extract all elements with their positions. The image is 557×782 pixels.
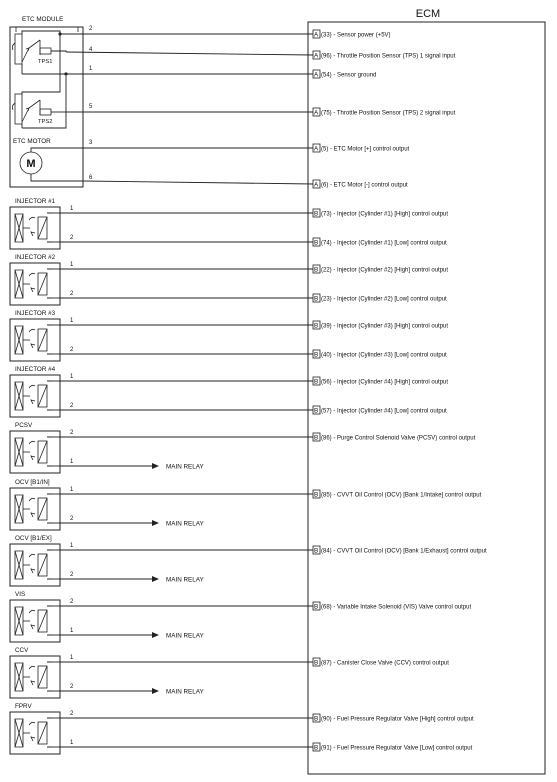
solenoid-valve-icon — [15, 719, 47, 747]
ecm-signal-row — [47, 318, 448, 330]
ecm-signal-row — [47, 599, 472, 611]
component-label: PCSV — [15, 422, 33, 429]
pin-number: 2 — [70, 291, 74, 297]
connector-letter: A — [314, 145, 319, 153]
ecm-pin-label: (6) - ETC Motor [-] control output — [321, 182, 408, 189]
component-label: FPRV — [15, 703, 32, 710]
pin-number: 1 — [70, 206, 74, 212]
solenoid-component — [10, 535, 487, 586]
solenoid-valve-icon — [15, 495, 47, 523]
ecm-pin-label: (73) - Injector (Cylinder #1) [High] control output — [321, 211, 449, 218]
pin-number: 2 — [70, 347, 74, 353]
relay-row — [47, 459, 204, 471]
ecm-pin-label: (74) - Injector (Cylinder #1) [Low] control output — [321, 240, 447, 247]
ecm-pin-label: (68) - Variable Intake Solenoid (VIS) Valve control output — [321, 604, 472, 611]
etc-signal-row — [66, 104, 456, 117]
arrow-icon — [152, 463, 159, 469]
ecm-signal-row — [47, 206, 448, 218]
connector-letter: B — [314, 351, 319, 359]
ecm-signal-row — [47, 374, 448, 386]
connector-letter: B — [314, 322, 319, 330]
etc-signal-row — [66, 66, 376, 79]
ecm-pin-label: (57) - Injector (Cylinder #4) [Low] control output — [321, 408, 447, 415]
solenoid-component — [10, 703, 474, 754]
ecm-signal-row — [47, 655, 449, 667]
solenoid-valve-icon — [15, 270, 47, 298]
pin-number: 2 — [70, 684, 74, 690]
solenoid-valve-icon — [15, 326, 47, 354]
tps2-label: TPS2 — [38, 119, 53, 125]
component-label: OCV [B1/IN] — [15, 479, 50, 486]
connector-letter: A — [314, 52, 319, 60]
etc-signal-row — [83, 140, 410, 153]
solenoid-valve-icon — [15, 438, 47, 466]
pin-number: 2 — [70, 711, 74, 717]
relay-row — [47, 684, 204, 696]
solenoid-component — [10, 479, 482, 530]
pin-number: 1 — [70, 374, 74, 380]
solenoid-component — [10, 254, 448, 305]
pin-number: 1 — [70, 459, 74, 465]
pin-number: 2 — [70, 516, 74, 522]
etc-module-title: ETC MODULE — [22, 16, 64, 23]
ecm-pin-label: (39) - Injector (Cylinder #3) [High] control output — [321, 323, 449, 330]
etc-motor-symbol: M — [26, 158, 36, 170]
relay-row — [47, 572, 204, 584]
pin-number: 1 — [70, 628, 74, 634]
ecm-pin-label: (5) - ETC Motor [+] control output — [321, 146, 410, 153]
connector-letter: A — [314, 181, 319, 189]
relay-row — [47, 516, 204, 528]
component-label: INJECTOR #2 — [15, 254, 56, 261]
connector-letter: B — [314, 210, 319, 218]
ecm-pin-label: (40) - Injector (Cylinder #3) [Low] control output — [321, 352, 447, 359]
arrow-icon — [152, 576, 159, 582]
ecm-signal-row — [47, 235, 447, 247]
relay-label: MAIN RELAY — [166, 520, 204, 528]
solenoid-component — [10, 591, 472, 642]
ecm-pin-label: (85) - CVVT Oil Control (OCV) [Bank 1/Intake] control output — [321, 492, 482, 499]
component-label: INJECTOR #4 — [15, 366, 56, 373]
connector-letter: B — [314, 378, 319, 386]
etc-module — [10, 16, 83, 187]
connector-letter: B — [314, 491, 319, 499]
ecm-pin-label: (75) - Throttle Position Sensor (TPS) 2 signal input — [321, 110, 456, 117]
etc-signal-row — [66, 47, 456, 60]
solenoid-component — [10, 366, 448, 417]
ecm-signal-row — [47, 291, 447, 303]
connector-letter: B — [314, 266, 319, 274]
arrow-icon — [152, 520, 159, 526]
pin-number: 1 — [70, 487, 74, 493]
ecm-pin-label: (33) - Sensor power (+5V) — [321, 32, 391, 39]
pin-number: 1 — [70, 318, 74, 324]
relay-label: MAIN RELAY — [166, 632, 204, 640]
solenoid-component — [10, 198, 448, 249]
ecm-signal-row — [47, 740, 473, 752]
tps1-label: TPS1 — [38, 59, 53, 65]
ecm-signal-row — [47, 430, 476, 442]
arrow-icon — [152, 688, 159, 694]
ecm-signal-row — [47, 487, 482, 499]
pin-number: 2 — [70, 430, 74, 436]
pin-number: 3 — [89, 140, 93, 146]
connector-letter: B — [314, 434, 319, 442]
ecm-signal-row — [47, 262, 448, 274]
solenoid-component — [10, 422, 476, 473]
ecm-pin-label: (91) - Fuel Pressure Regulator Valve [Low] control output — [321, 745, 473, 752]
solenoid-valve-icon — [15, 551, 47, 579]
relay-label: MAIN RELAY — [166, 463, 204, 471]
ecm-pin-label: (86) - Purge Control Solenoid Valve (PCSV) control output — [321, 435, 476, 442]
pin-number: 1 — [89, 66, 93, 72]
solenoid-valve-icon — [15, 663, 47, 691]
pin-number: 6 — [89, 175, 93, 181]
component-label: INJECTOR #1 — [15, 198, 56, 205]
arrow-icon — [152, 632, 159, 638]
pin-number: 2 — [70, 235, 74, 241]
ecm-pin-label: (56) - Injector (Cylinder #4) [High] control output — [321, 379, 449, 386]
connector-letter: A — [314, 31, 319, 39]
pin-number: 2 — [70, 403, 74, 409]
etc-signal-row — [83, 175, 408, 189]
tps2-sensor — [12, 94, 52, 125]
pin-number: 2 — [89, 26, 93, 32]
pin-number: 1 — [70, 543, 74, 549]
connector-letter: B — [314, 659, 319, 667]
component-label: CCV — [15, 647, 29, 654]
etc-motor-icon — [20, 152, 42, 174]
etc-module-box — [10, 27, 83, 187]
component-label: INJECTOR #3 — [15, 310, 56, 317]
relay-label: MAIN RELAY — [166, 688, 204, 696]
connector-letter: B — [314, 603, 319, 611]
ecm-pin-label: (84) - CVVT Oil Control (OCV) [Bank 1/Exhaust] control output — [321, 548, 487, 555]
ecm-signal-row — [47, 543, 487, 555]
connector-letter: A — [314, 71, 319, 79]
etc-motor-title: ETC MOTOR — [13, 138, 51, 145]
ecm-pin-label: (22) - Injector (Cylinder #2) [High] control output — [321, 267, 449, 274]
ecm-signal-row — [47, 347, 447, 359]
relay-row — [47, 628, 204, 640]
component-label: OCV [B1/EX] — [15, 535, 52, 542]
pin-number: 1 — [70, 262, 74, 268]
etc-signal-row — [60, 26, 391, 39]
ecm-title: ECM — [415, 8, 441, 20]
connector-letter: B — [314, 295, 319, 303]
solenoid-valve-icon — [15, 382, 47, 410]
component-label: VIS — [15, 591, 26, 598]
solenoid-component — [10, 310, 448, 361]
tps1-sensor — [12, 34, 52, 65]
connector-letter: A — [314, 109, 319, 117]
solenoid-valve-icon — [15, 214, 47, 242]
connector-letter: B — [314, 547, 319, 555]
pin-number: 1 — [70, 655, 74, 661]
connector-letter: B — [314, 715, 319, 723]
pin-number: 1 — [70, 740, 74, 746]
ecm-pin-label: (87) - Canister Close Valve (CCV) control output — [321, 660, 449, 667]
ecm-pin-label: (54) - Sensor ground — [321, 72, 377, 79]
ecm-pin-label: (96) - Throttle Position Sensor (TPS) 1 signal input — [321, 53, 456, 60]
pin-number: 5 — [89, 104, 93, 110]
connector-letter: B — [314, 407, 319, 415]
ecm-pin-label: (23) - Injector (Cylinder #2) [Low] control output — [321, 296, 447, 303]
ecm-signal-row — [47, 711, 474, 723]
pin-number: 2 — [70, 599, 74, 605]
relay-label: MAIN RELAY — [166, 576, 204, 584]
ecm-signal-row — [47, 403, 447, 415]
solenoid-component — [10, 647, 449, 698]
solenoid-valve-icon — [15, 607, 47, 635]
connector-letter: B — [314, 239, 319, 247]
connector-letter: B — [314, 744, 319, 752]
pin-number: 2 — [70, 572, 74, 578]
pin-number: 4 — [89, 47, 93, 53]
ecm-pin-label: (90) - Fuel Pressure Regulator Valve [High] control output — [321, 716, 474, 723]
